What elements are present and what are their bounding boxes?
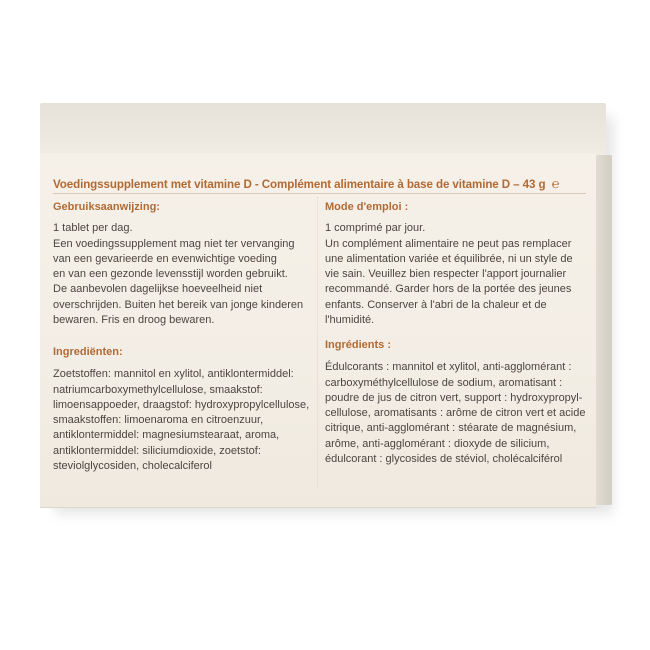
box-top-face (40, 103, 606, 155)
product-title-text: Voedingssupplement met vitamine D - Complément alimentaire à base de vitamine D – 43 g (53, 178, 546, 191)
ingredients-text-fr: Édulcorants : mannitol et xylitol, anti-agglomérant : carboxyméthylcellulose de sodium, aromatisant : poudre de jus de citron vert, support : hydroxypropyl- cellulose, aromatisants : arôme de citron vert et acide citrique, anti-agglomérant : stéarate de magnésium, arôme, anti-agglomérant : dioxyde de silicium, édulcorant : glycosides de stéviol, cholécalciférol (325, 361, 586, 466)
ingredients-heading-fr: Ingrédients : (325, 339, 392, 351)
product-title (53, 176, 593, 194)
estimated-sign-icon: ℮ (551, 176, 560, 191)
ingredients-section-nl (53, 345, 315, 474)
ingredients-heading-nl: Ingrediënten: (53, 346, 123, 358)
usage-text-nl: 1 tablet per dag. Een voedingssupplement mag niet ter vervanging van een gevarieerde en evenwichtige voeding en van een gezonde levensstijl worden gebruikt. De aanbevolen dagelijkse hoeveelheid niet overschrijden. Buiten het bereik van jonge kinderen bewaren. Fris en droog bewaren. (53, 222, 304, 327)
usage-heading-nl: Gebruiksaanwijzing: (53, 201, 160, 213)
title-divider (53, 193, 586, 194)
usage-section-fr (325, 200, 593, 328)
usage-heading-fr: Mode d'emploi : (325, 201, 409, 213)
usage-text-fr: 1 comprimé par jour. Un complément alimentaire ne peut pas remplacer une alimentation variée et équilibrée, ni un style de vie sain. Veuillez bien respecter l'apport journalier recommandé. Garder hors de la portée des jeunes enfants. Conserver à l'abri de la chaleur et de l'humidité. (325, 222, 573, 327)
column-divider (317, 197, 319, 487)
ingredients-text-nl: Zoetstoffen: mannitol en xylitol, antiklontermiddel: natriumcarboxymethylcellulose, smaakstof: limoensappoeder, draagstof: hydroxypropylcellulose, smaakstoffen: limoenaroma en citroenzuur, antiklontermiddel: magnesiumstearaat, aroma, antiklontermiddel: siliciumdioxide, zoetstof: steviolglycosiden, cholecalciferol (53, 368, 310, 473)
ingredients-section-fr (325, 338, 593, 467)
box-side-face (595, 155, 612, 505)
usage-section-nl (53, 200, 315, 328)
